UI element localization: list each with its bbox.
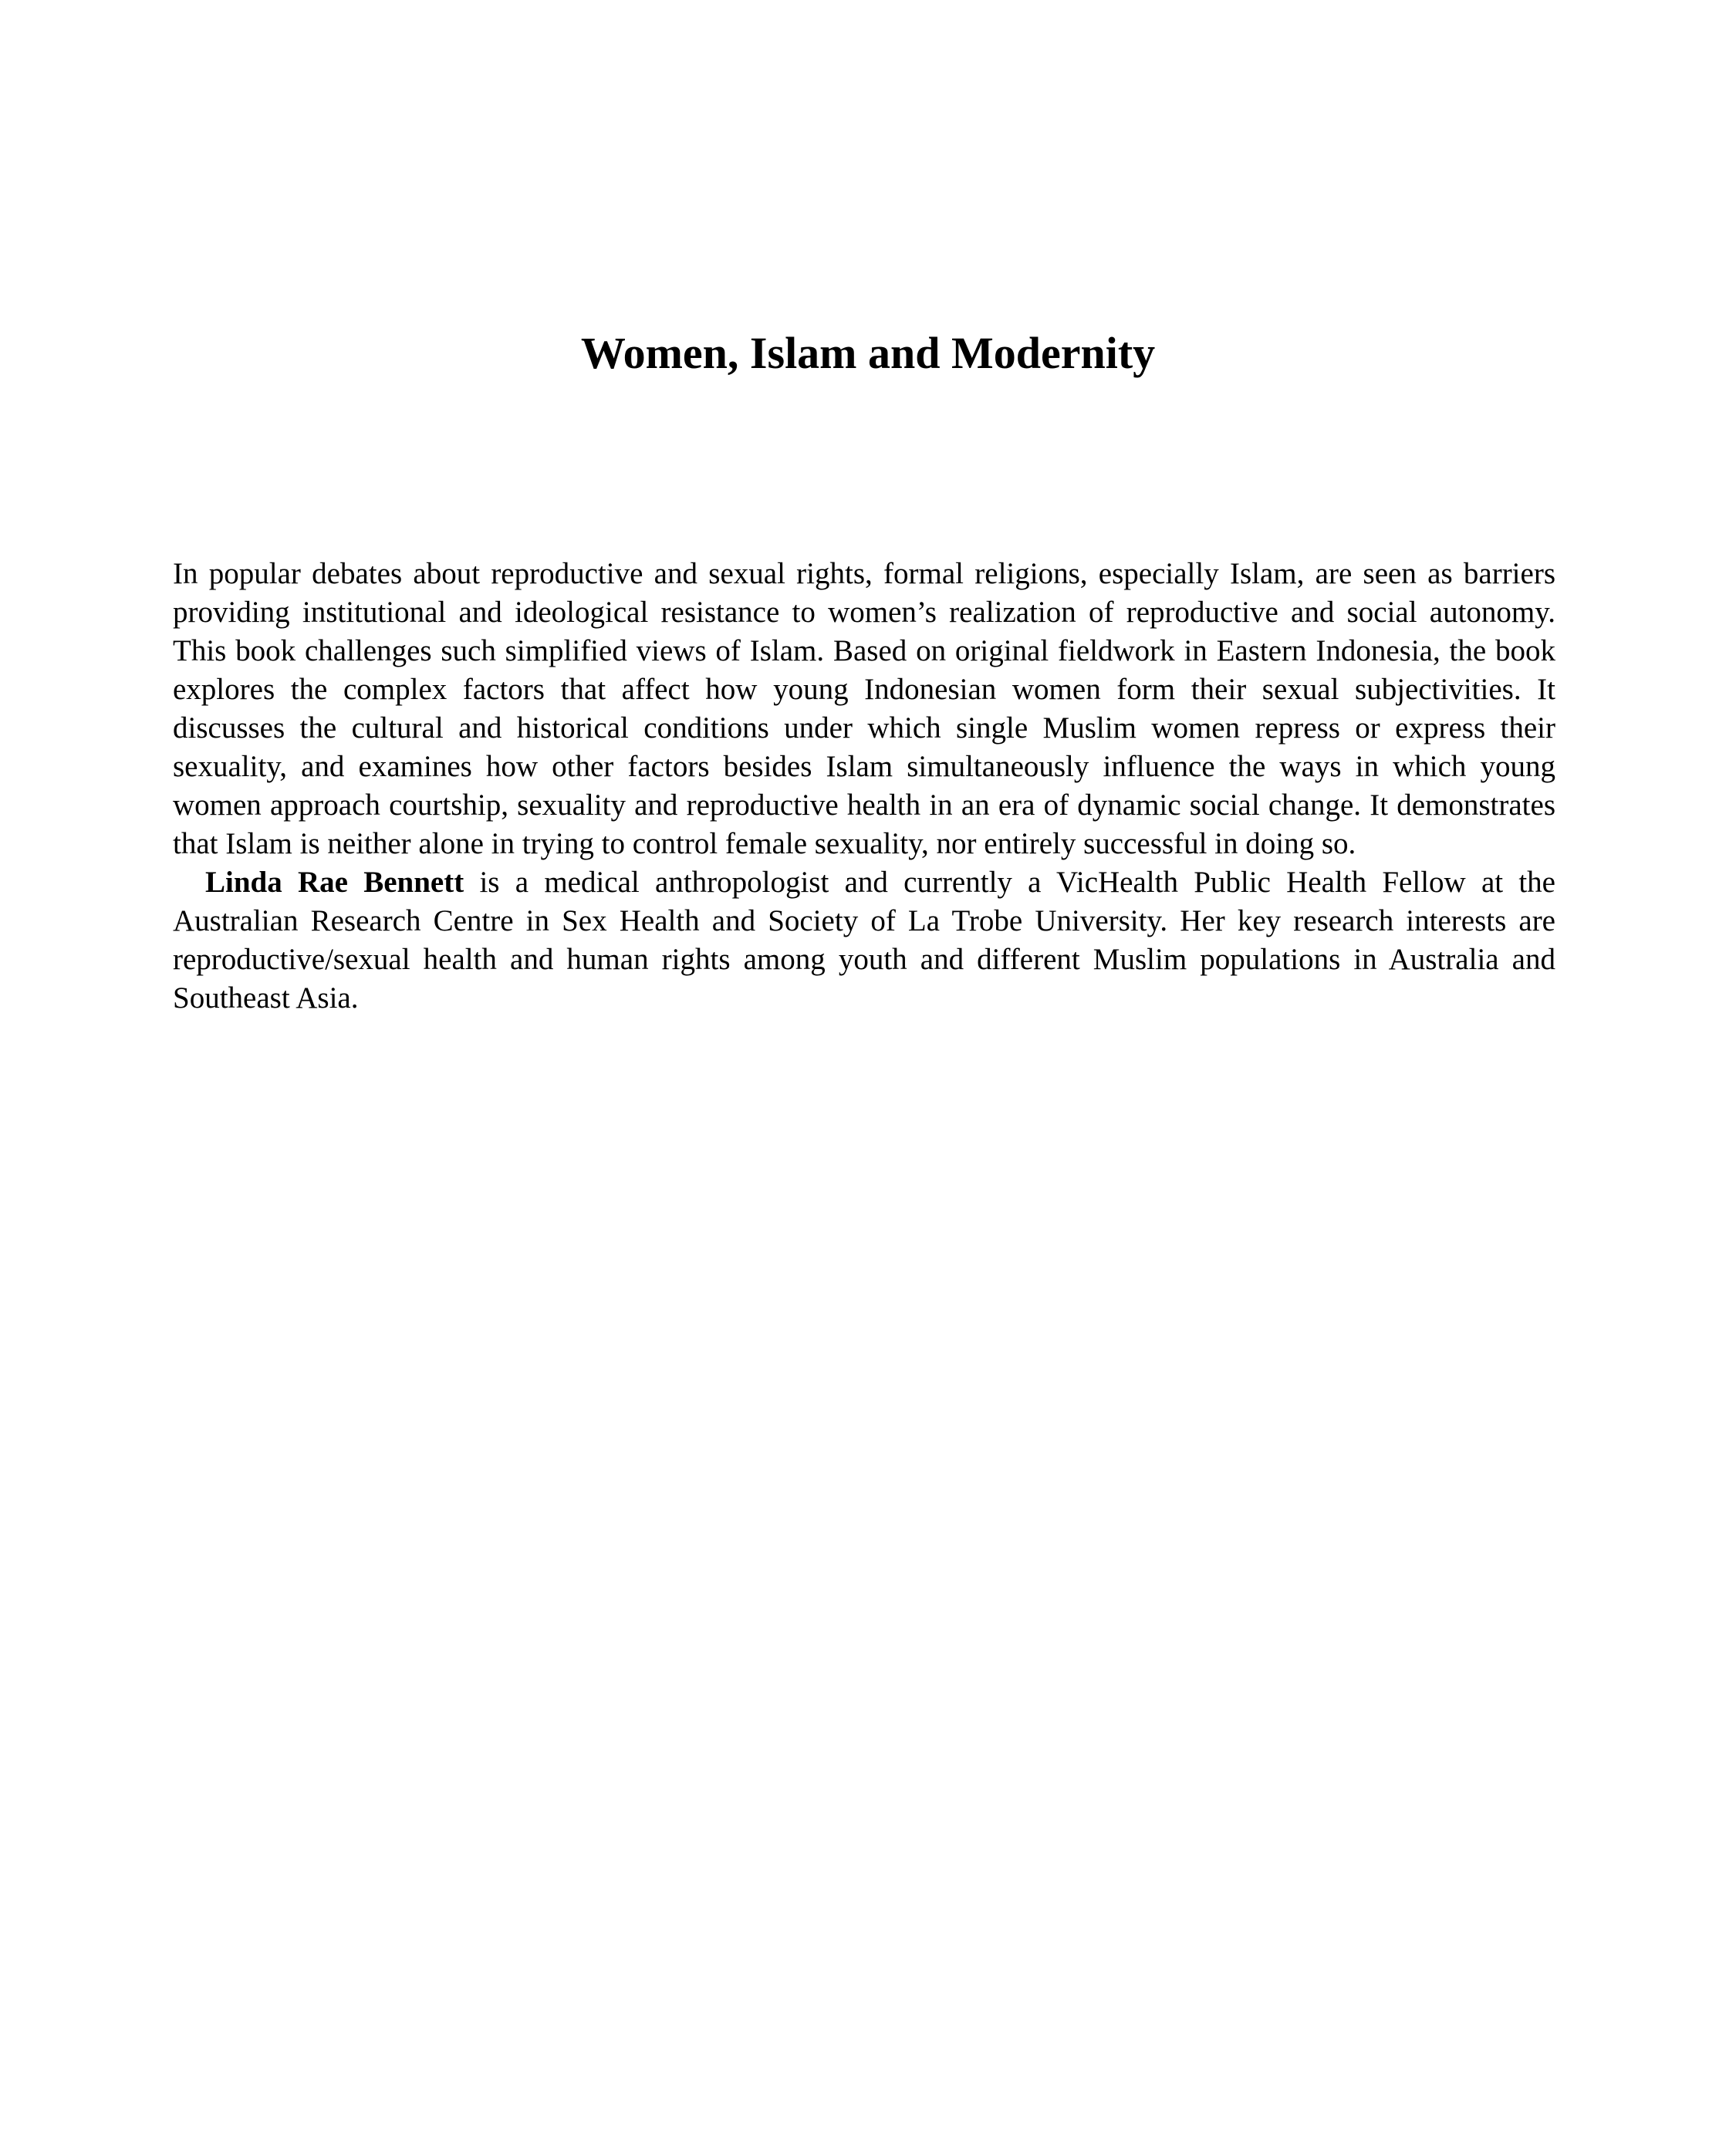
book-title: Women, Islam and Modernity: [580, 328, 1156, 378]
book-blurb: [173, 555, 1555, 1018]
author-bio-text: is a medical anthropologist and currently a VicHealth Public Health Fellow at the Australian Research Centre in Sex Health and Society of La Trobe University. Her key research interests are reproductive/sexual health and human rights among youth and different Muslim populations in Australia and Southeast Asia.: [173, 866, 1555, 1015]
author-name: Linda Rae Bennett: [205, 866, 464, 899]
author-bio-paragraph: [173, 863, 1555, 1018]
description-paragraph: In popular debates about reproductive and sexual rights, formal religions, especially Islam, are seen as barriers providing institutional and ideological resistance to women’s realization of reproductive and social autonomy. This book challenges such simplified views of Islam. Based on original fieldwork in Eastern Indonesia, the book explores the complex factors that affect how young Indonesian women form their sexual subjectivities. It discusses the cultural and historical conditions under which single Muslim women repress or express their sexuality, and examines how other factors besides Islam simultaneously influence the ways in which young women approach courtship, sexuality and reproductive health in an era of dynamic social change. It demonstrates that Islam is neither alone in trying to control female sexuality, nor entirely successful in doing so.: [173, 557, 1555, 860]
